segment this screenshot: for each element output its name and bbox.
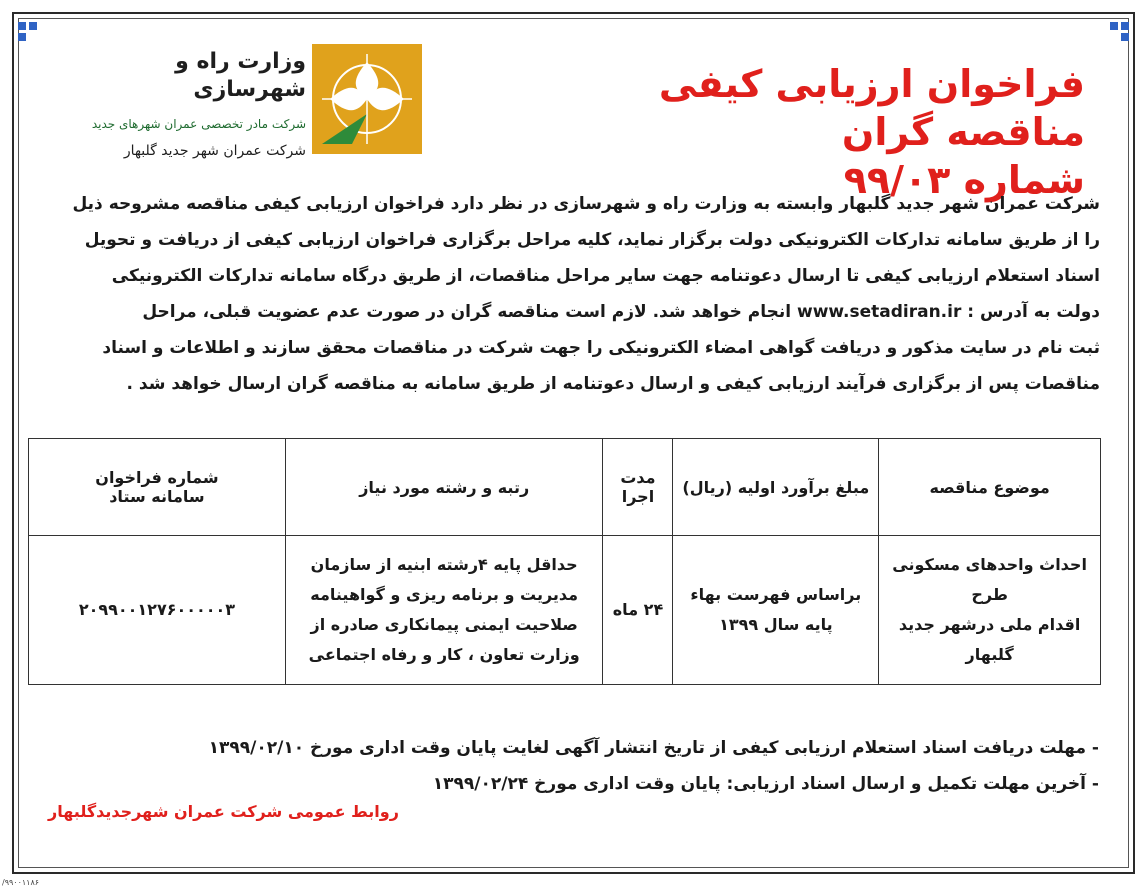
company-name: شرکت عمران شهر جدید گلبهار [123,143,306,159]
table-header-row [29,439,1101,536]
header-duration: مدت اجرا [603,439,673,536]
title-line-2: شماره ۹۹/۰۳ [843,158,1085,202]
header-grade: رتبه و رشته مورد نیاز [285,439,603,536]
corner-ornament-left [18,22,40,44]
table-row [29,536,1101,685]
deadline-notes [59,730,1099,802]
tender-table [28,438,1101,685]
cell-estimate: براساس فهرست بهاء پایه سال ۱۳۹۹ [673,536,879,685]
body-line: اسناد استعلام ارزیابی کیفی تا ارسال دعوتنامه جهت سایر مراحل مناقصات، از طریق درگاه سامانه تدارکات الکترونیکی [111,266,1100,286]
ministry-logo-icon [312,44,422,154]
header-number: شماره فراخوان سامانه ستاد [29,439,286,536]
cell-subject: احداث واحدهای مسکونی طرح اقدام ملی درشهر جدید گلبهار [879,536,1101,685]
cell-grade: حداقل پایه ۴رشته ابنیه از سازمان مدیریت و برنامه ریزی و گواهینامه صلاحیت ایمنی پیمانکاری صادره از وزارت تعاون ، کار و رفاه اجتماعی [285,536,603,685]
parent-company: شرکت مادر تخصصی عمران شهرهای جدید [91,117,306,131]
header-subject: موضوع مناقصه [879,439,1101,536]
public-relations-signature: روابط عمومی شرکت عمران شهرجدیدگلبهار [48,802,399,821]
title-line-1: فراخوان ارزیابی کیفی مناقصه گران [658,62,1085,154]
cell-duration: ۲۴ ماه [603,536,673,685]
announcement-title [525,60,1085,204]
body-line: شرکت عمران شهر جدید گلبهار وابسته به وزارت راه و شهرسازی در نظر دارد فراخوان ارزیابی کیفی مناقصه مشروحه ذیل [72,194,1100,214]
body-line: را از طریق سامانه تدارکات الکترونیکی دولت برگزار نماید، کلیه مراحل برگزاری فراخوان ارزیابی کیفی از دریافت و تحویل [84,230,1100,250]
note-line: - آخرین مهلت تکمیل و ارسال اسناد ارزیابی: پایان وقت اداری مورخ ۱۳۹۹/۰۲/۲۴ [432,774,1099,794]
announcement-body [28,186,1100,402]
cell-number: ۲۰۹۹۰۰۱۲۷۶۰۰۰۰۰۳ [29,536,286,685]
header-estimate: مبلغ برآورد اولیه (ریال) [673,439,879,536]
reference-code: /۹۹۰۰۱۱۸۶ [2,878,40,887]
corner-ornament-right [1107,22,1129,44]
body-line: ثبت نام در سایت مذکور و دریافت گواهی امضاء الکترونیکی را جهت شرکت در مناقصات محقق سازند و اطلاعات و اسناد [102,338,1100,358]
logo-text-block [66,48,306,160]
body-line: دولت به آدرس : www.setadiran.ir انجام خواهد شد. لازم است مناقصه گران در صورت عدم عضویت قبلی، مراحل [142,302,1100,322]
body-line: مناقصات پس از برگزاری فرآیند ارزیابی کیفی و ارسال دعوتنامه از طریق سامانه به مناقصه گران ارسال خواهد شد . [126,374,1100,394]
note-line: - مهلت دریافت اسناد استعلام ارزیابی کیفی از تاریخ انتشار آگهی لغایت پایان وقت اداری مورخ ۱۳۹۹/۰۲/۱۰ [208,738,1099,758]
ministry-name: وزارت راه و شهرسازی [175,49,306,102]
